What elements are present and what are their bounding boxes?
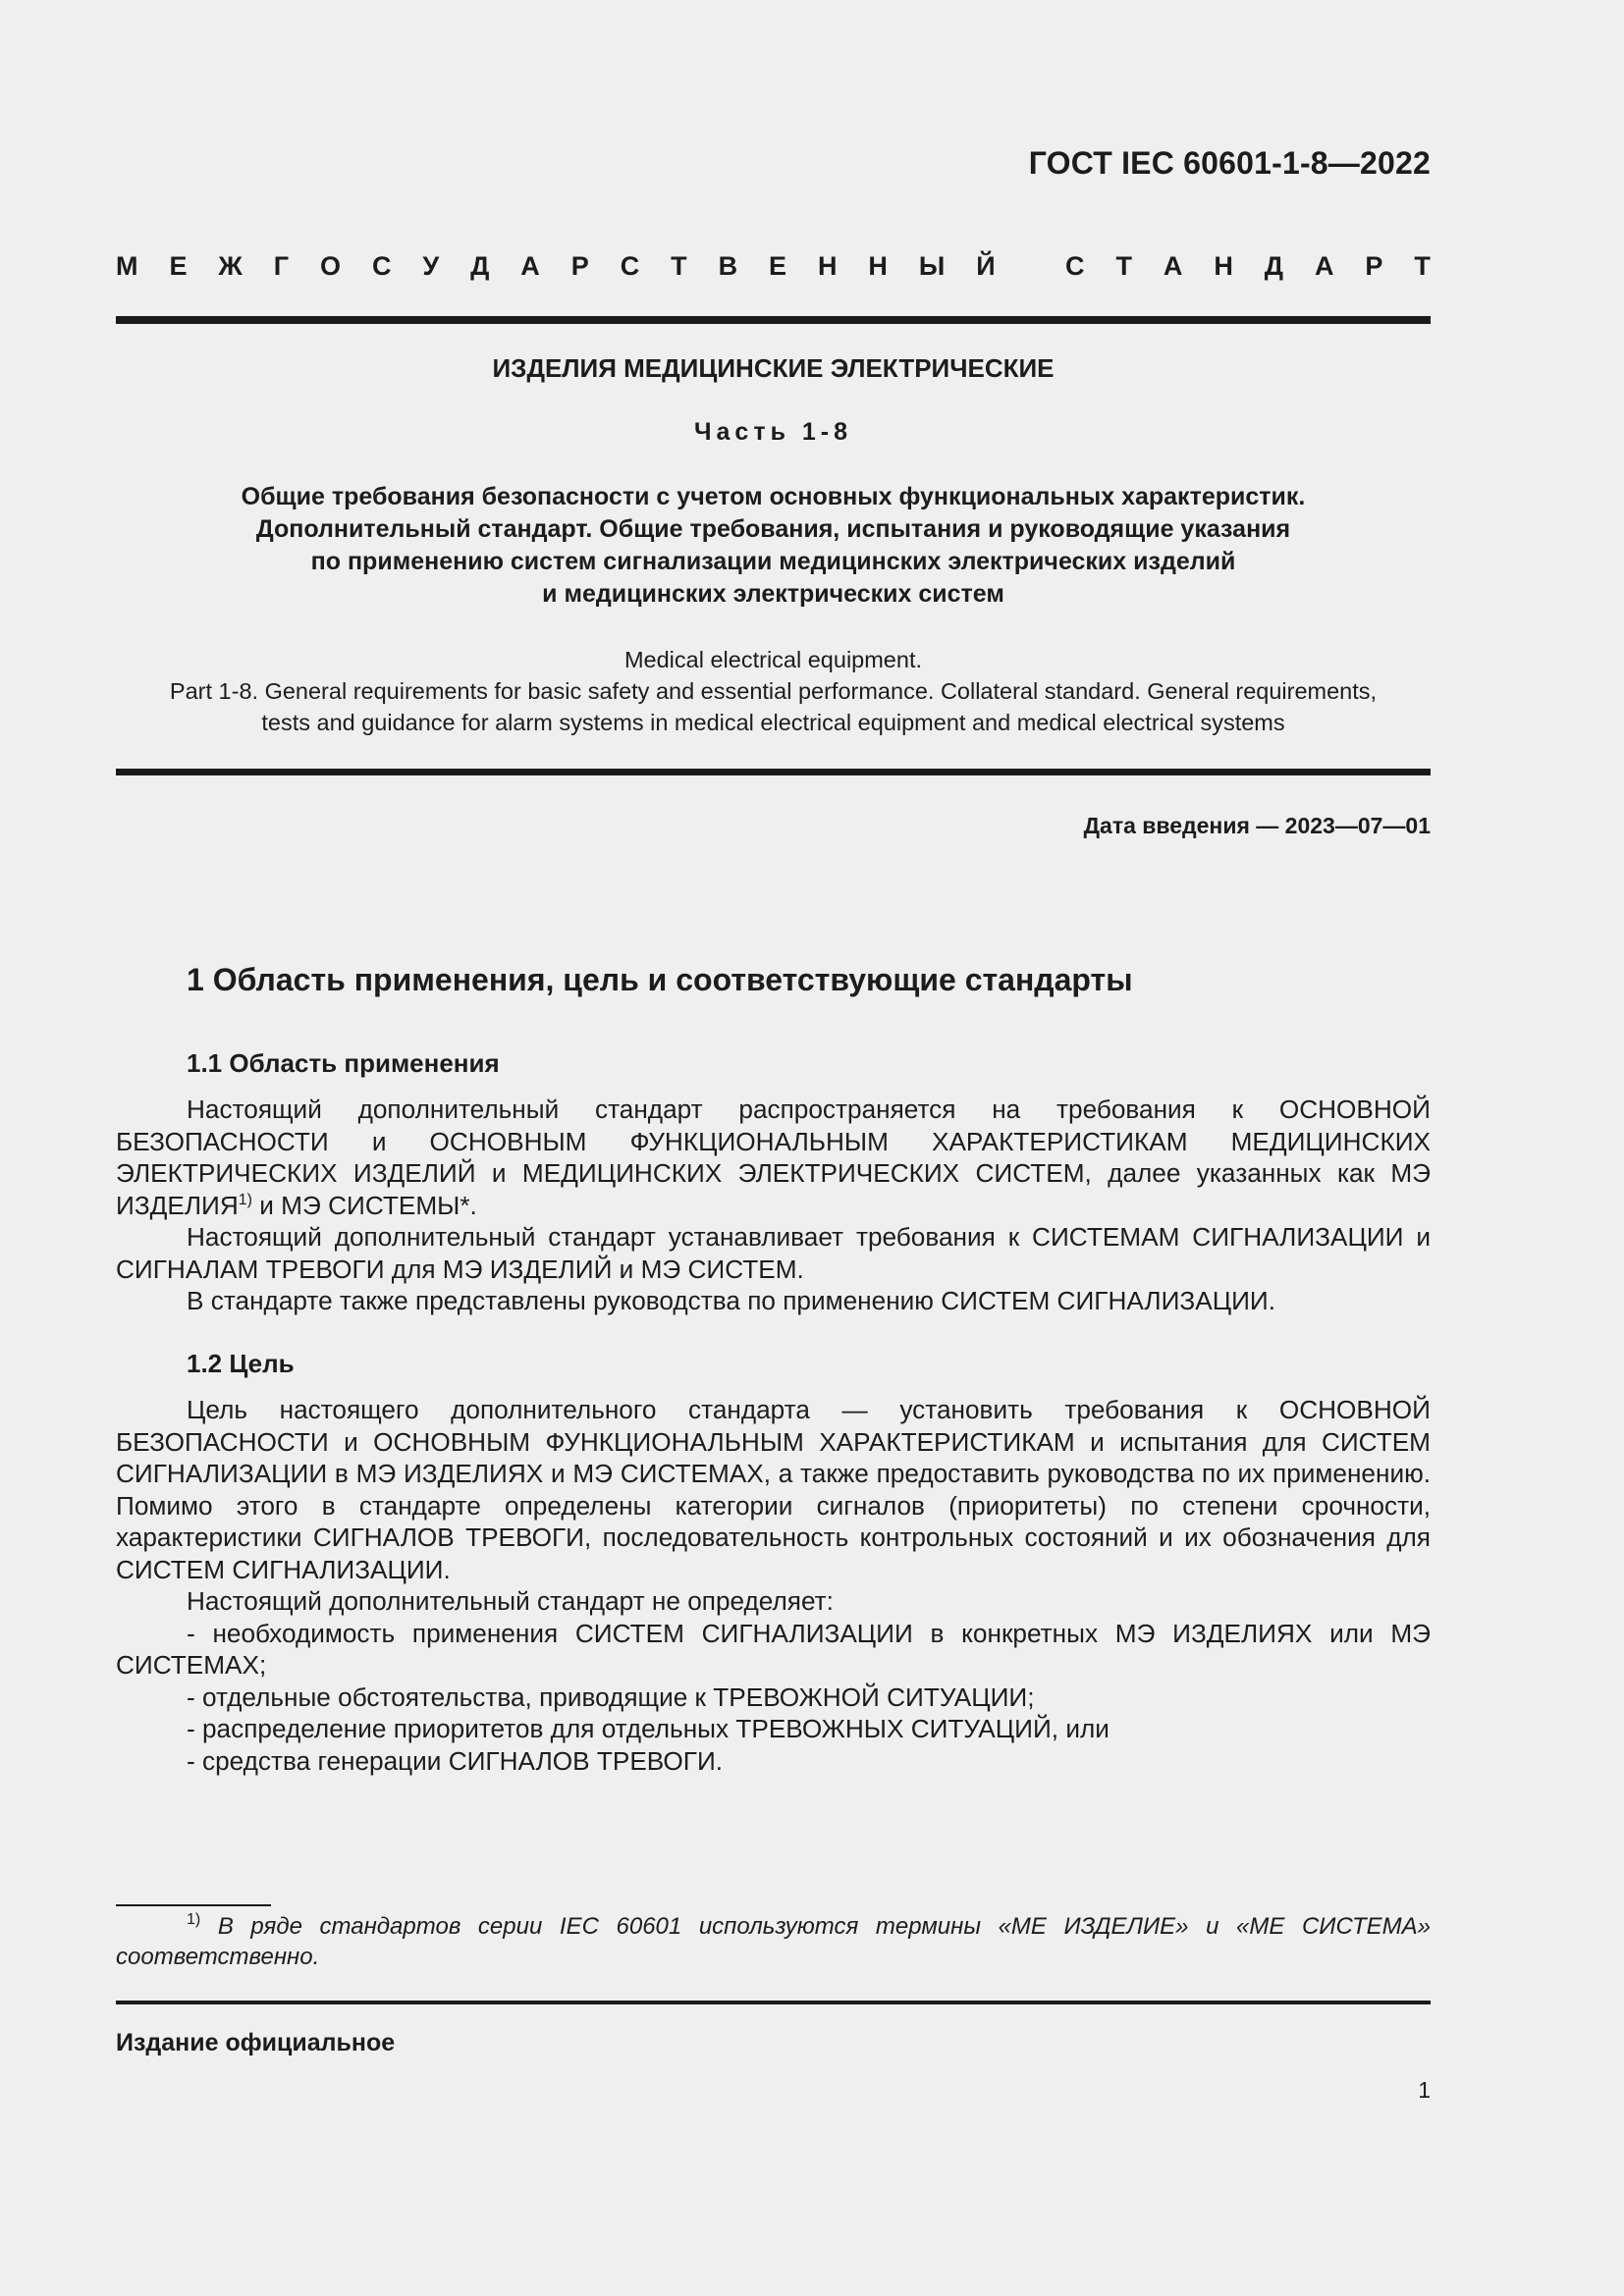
list-item: - отдельные обстоятельства, приводящие к ТРЕВОЖНОЙ СИТУАЦИИ;: [187, 1682, 1035, 1712]
banner-letter: Ж: [218, 251, 243, 281]
banner-letter: Ы: [918, 251, 946, 281]
banner-letter: А: [520, 251, 540, 281]
banner-letter: Т: [1115, 251, 1132, 281]
paragraph: Настоящий дополнительный стандарт распространяется на требования к ОСНОВНОЙ БЕЗОПАСНОСТИ и ОСНОВНЫМ ФУНКЦИОНАЛЬНЫМ ХАРАКТЕРИСТИКАМ МЕДИЦИНСКИХ ЭЛЕКТРИЧЕСКИХ ИЗДЕЛИЙ и МЕДИЦИНСКИХ ЭЛЕКТРИЧЕСКИХ СИСТЕМ, далее указанных как МЭ ИЗДЕЛИЯ$^{1)}$ и МЭ СИСТЕМЫ*.: [116, 1095, 1431, 1220]
banner-letter: Е: [769, 251, 787, 281]
banner-letter: Т: [1414, 251, 1431, 281]
banner-letter: С: [1065, 251, 1085, 281]
section-1-1-heading: 1.1 Область применения: [187, 1048, 500, 1078]
title-main: ИЗДЕЛИЯ МЕДИЦИНСКИЕ ЭЛЕКТРИЧЕСКИЕ: [492, 353, 1055, 383]
banner-letter: Т: [671, 251, 687, 281]
english-title: [116, 644, 1431, 738]
edition-label: Издание официальное: [116, 2029, 396, 2056]
top-divider: [116, 316, 1431, 324]
footnote-text: В ряде стандартов серии IEC 60601 используются термины «МЕ ИЗДЕЛИЕ» и «МЕ СИСТЕМА» соответственно.: [116, 1913, 1431, 1970]
banner-letter: Е: [169, 251, 188, 281]
banner-letter: О: [319, 251, 341, 281]
paragraph: В стандарте также представлены руководства по применению СИСТЕМ СИГНАЛИЗАЦИИ.: [187, 1286, 1275, 1315]
banner-letter: Г: [273, 251, 290, 281]
footnote-separator: [116, 1904, 271, 1906]
list-item: - распределение приоритетов для отдельных ТРЕВОЖНЫХ СИТУАЦИЙ, или: [187, 1714, 1110, 1743]
subtitle-line: Дополнительный стандарт. Общие требования, испытания и руководящие указания: [255, 515, 1291, 543]
list-item: - необходимость применения СИСТЕМ СИГНАЛИЗАЦИИ в конкретных МЭ ИЗДЕЛИЯХ или МЭ СИСТЕМАХ;: [116, 1618, 1431, 1680]
interstate-standard-banner: [116, 251, 1431, 282]
subtitle-line: по применению систем сигнализации медицинских электрических изделий: [310, 548, 1236, 575]
footnote-mark: 1): [187, 1911, 201, 1928]
english-title-line: Part 1-8. General requirements for basic safety and essential performance. Collateral standard. General requirements,: [169, 678, 1378, 704]
list-item: - средства генерации СИГНАЛОВ ТРЕВОГИ.: [187, 1745, 724, 1776]
banner-letter: М: [116, 251, 138, 281]
section-1-heading: 1 Область применения, цель и соответствующие стандарты: [187, 962, 1133, 997]
paragraph: Настоящий дополнительный стандарт не определяет:: [187, 1586, 834, 1616]
banner-letter: В: [718, 251, 738, 281]
banner-letter: Н: [817, 251, 838, 281]
page-number: 1: [1418, 2077, 1431, 2103]
banner-letter: У: [422, 251, 440, 281]
subtitle-line: Общие требования безопасности с учетом основных функциональных характеристик.: [241, 483, 1306, 510]
banner-letter: А: [1163, 251, 1183, 281]
english-title-line: Medical electrical equipment.: [623, 647, 923, 672]
banner-letter: Р: [1365, 251, 1383, 281]
section-1-2-heading: 1.2 Цель: [187, 1349, 295, 1378]
english-title-line: tests and guidance for alarm systems in medical electrical equipment and medical electrical systems: [261, 710, 1285, 735]
paragraph: Цель настоящего дополнительного стандарта — установить требования к ОСНОВНОЙ БЕЗОПАСНОСТИ и ОСНОВНЫМ ФУНКЦИОНАЛЬНЫМ ХАРАКТЕРИСТИКАМ и испытания для СИСТЕМ СИГНАЛИЗАЦИИ в МЭ ИЗДЕЛИЯХ и МЭ СИСТЕМАХ, а также предоставить руководства по их применению. Помимо этого в стандарте определены категории сигналов (приоритеты) по степени срочности, характеристики СИГНАЛОВ ТРЕВОГИ, последовательность контрольных состояний и их обозначения для СИСТЕМ СИГНАЛИЗАЦИИ.: [116, 1395, 1431, 1584]
banner-letter: Н: [1214, 251, 1233, 281]
banner-letter: С: [371, 251, 392, 281]
banner-letter: Д: [470, 251, 490, 281]
banner-letter: А: [1314, 251, 1334, 281]
paragraph: Настоящий дополнительный стандарт устанавливает требования к СИСТЕМАМ СИГНАЛИЗАЦИИ и СИГНАЛАМ ТРЕВОГИ для МЭ ИЗДЕЛИЙ и МЭ СИСТЕМ.: [116, 1222, 1431, 1284]
section-1-1-body: [116, 1094, 1431, 1317]
banner-gap: [1027, 251, 1035, 282]
section-1-2-body: [116, 1394, 1431, 1777]
introduction-date: Дата введения — 2023—07—01: [1083, 813, 1431, 838]
document-page: [116, 0, 1431, 2296]
subtitle-line: и медицинских электрических систем: [542, 580, 1004, 608]
banner-letter: Д: [1264, 251, 1283, 281]
document-id: ГОСТ IEC 60601-1-8—2022: [1028, 145, 1431, 181]
footnote: [116, 1911, 1431, 1972]
banner-letter: Р: [570, 251, 589, 281]
title-subtitle: [116, 481, 1431, 611]
footnote-ref: 1): [238, 1191, 252, 1208]
banner-letter: С: [620, 251, 640, 281]
banner-letter: Н: [868, 251, 888, 281]
footer-divider: [116, 2001, 1431, 2004]
title-part: Часть 1-8: [693, 418, 853, 446]
banner-letter: Й: [976, 251, 996, 281]
title-bottom-divider: [116, 769, 1431, 775]
